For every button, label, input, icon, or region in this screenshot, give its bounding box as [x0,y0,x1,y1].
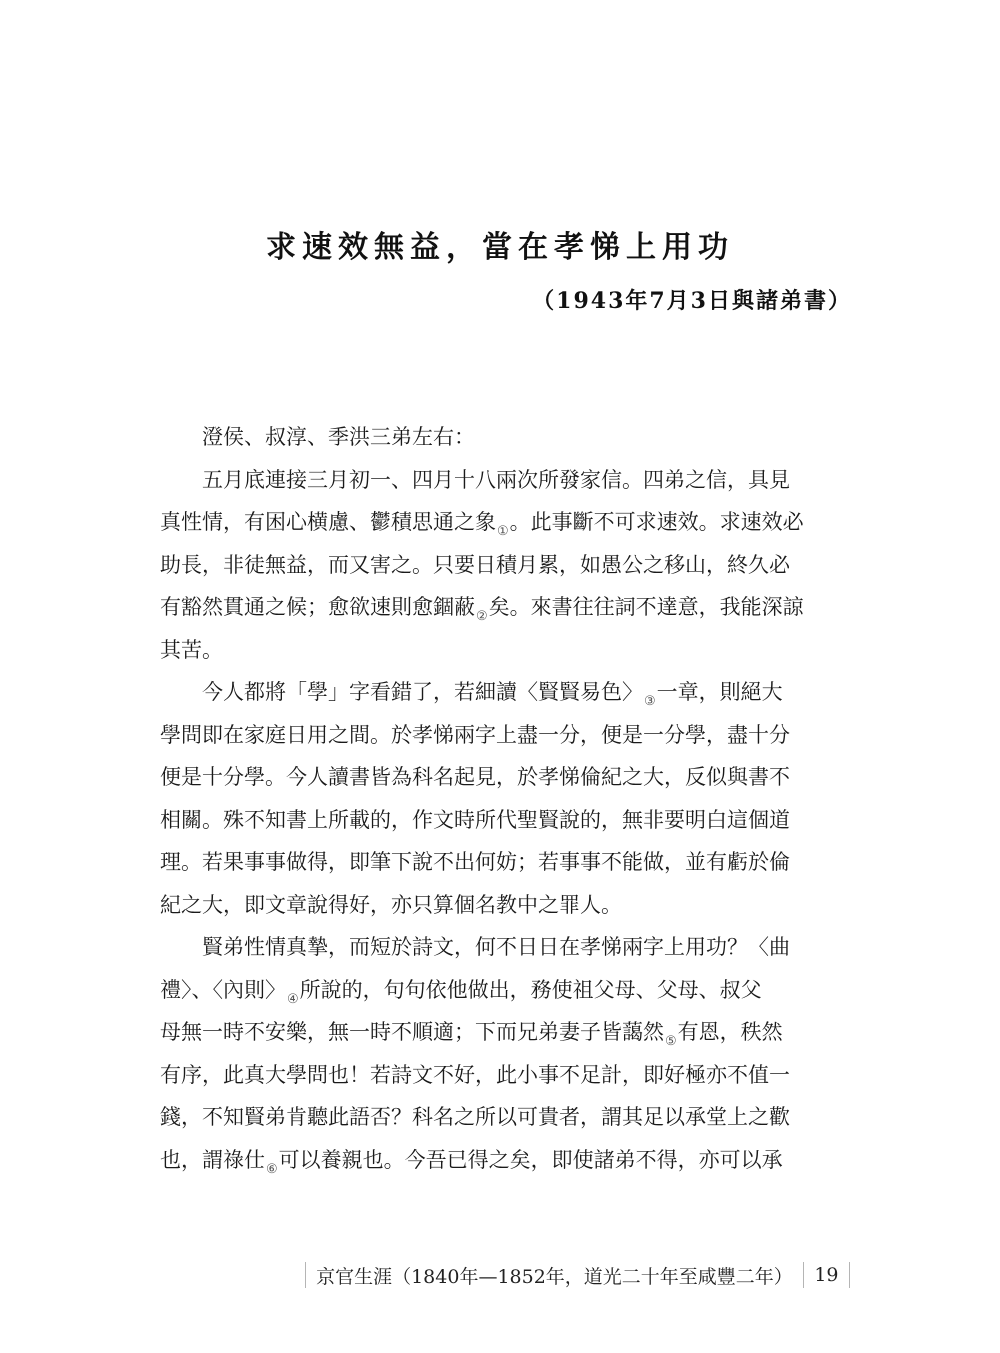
text-line: 學問即在家庭日用之間。於孝悌兩字上盡一分，便是一分學，盡十分 [160,722,790,747]
running-head: 京官生涯（1840年—1852年，道光二十年至咸豐二年） [316,1265,793,1288]
text-segment: 今人都將「學」字看錯了，若細讀〈賢賢易色〉 [202,680,643,704]
footer-divider [803,1262,805,1288]
page-number: 19 [814,1264,839,1286]
text-segment: 母無一時不安樂，無一時不順適；下而兄弟妻子皆藹然 [160,1020,664,1044]
footer-divider [849,1262,851,1288]
text-line: 賢弟性情真摯，而短於詩文，何不日日在孝悌兩字上用功？〈曲 [202,935,790,959]
footnote-marker: ③ [644,694,656,709]
footnote-marker: ② [476,609,488,624]
text-line: 紀之大，即文章說得好，亦只算個名教中之罪人。 [160,892,622,917]
text-line [160,969,860,1012]
text-segment: 真性情，有困心横慮、鬱積思通之象 [160,510,496,534]
text-line [160,586,860,629]
text-segment: 所說的，句句依他做出，務使祖父母、父母、叔父 [299,977,762,1002]
footer-divider [305,1262,307,1288]
footnote-marker: ⑥ [266,1161,278,1177]
footnote-marker: ① [497,524,509,539]
text-line: 理。若果事事做得，即筆下說不出何妨；若事事不能做，並有虧於倫 [160,850,790,874]
text-line [160,1139,860,1182]
text-line [160,671,860,714]
text-line: 澄侯、叔淳、季洪三弟左右： [202,425,475,449]
text-line [160,501,860,544]
text-line [160,1011,860,1054]
text-segment: 有豁然貫通之候；愈欲速則愈錮蔽 [160,595,475,619]
footnote-marker: ⑤ [665,1034,677,1049]
text-line: 五月底連接三月初一、四月十八兩次所發家信。四弟之信，具見 [202,467,790,492]
text-line: 錢，不知賢弟肯聽此語否？科名之所以可貴者，謂其足以承堂上之歡 [160,1105,790,1129]
footnote-marker: ④ [287,991,299,1007]
text-line: 其苦。 [160,637,223,662]
text-segment: 一章，則絕大 [656,680,783,704]
text-segment: 。此事斷不可求速效。求速效必 [509,510,804,534]
text-segment: 禮〉、〈內則〉 [160,977,286,1002]
text-segment: 矣。來書往往詞不達意，我能深諒 [488,595,804,619]
text-line: 相關。殊不知書上所載的，作文時所代聖賢說的，無非要明白這個道 [160,807,790,832]
text-line: 助長，非徒無益，而又害之。只要日積月累，如愚公之移山，終久必 [160,552,790,577]
page-footer [295,1258,860,1292]
text-segment: 可以養親也。今吾已得之矣，即使諸弟不得，亦可以承 [278,1147,783,1172]
letter-body [160,416,860,1181]
text-segment: 有恩，秩然 [677,1020,783,1044]
chapter-title: 求速效無益，當在孝悌上用功 [266,230,734,265]
text-segment: 也，謂祿仕 [160,1147,265,1172]
text-line: 便是十分學。今人讀書皆為科名起見，於孝悌倫紀之大，反似與書不 [160,765,790,789]
chapter-subtitle: （1943年7月3日與諸弟書） [532,288,852,314]
text-line: 有序，此真大學問也！若詩文不好，此小事不足計，即好極亦不值一 [160,1062,790,1087]
